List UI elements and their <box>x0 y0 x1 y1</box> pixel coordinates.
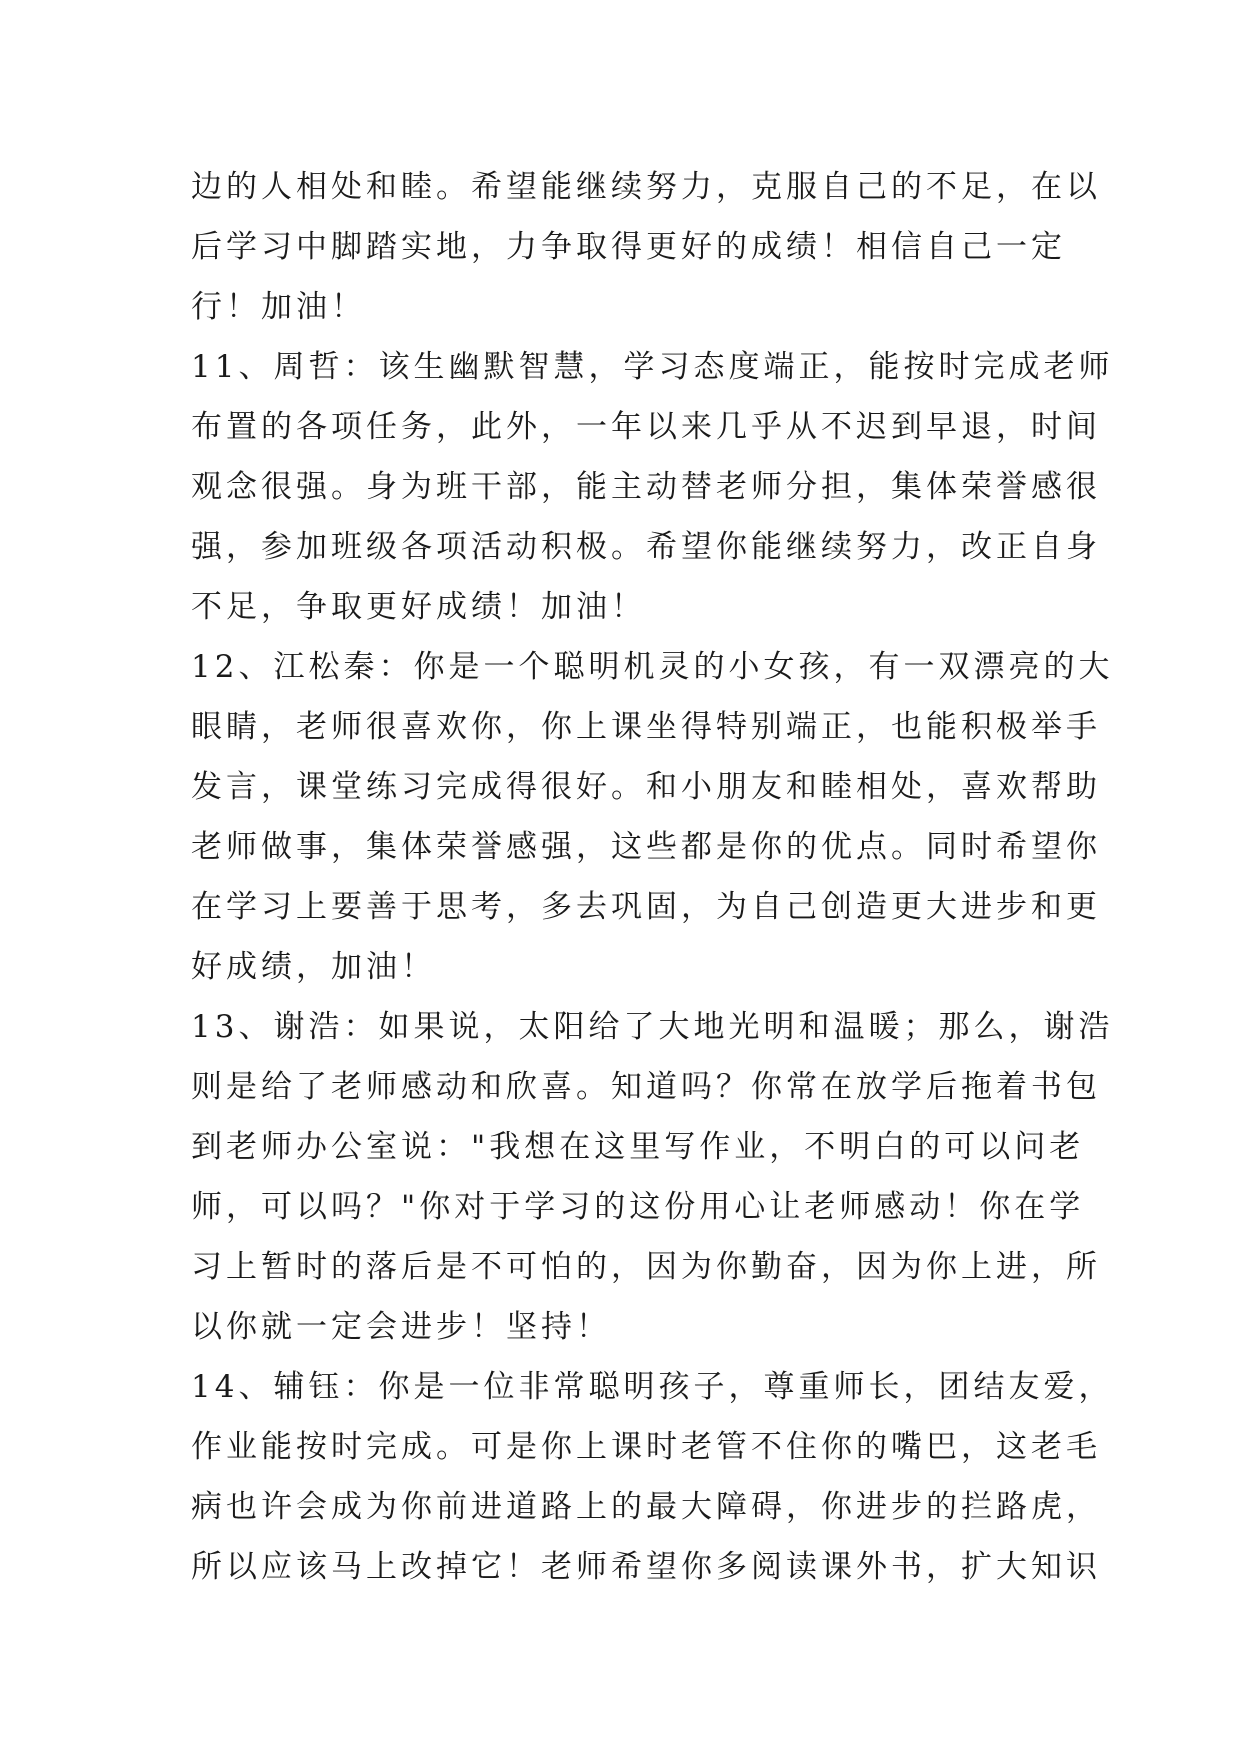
text-line: 12、江松秦：你是一个聪明机灵的小女孩，有一双漂亮的大 <box>191 649 1114 685</box>
text-line: 在学习上要善于思考，多去巩固，为自己创造更大进步和更 <box>191 889 1101 925</box>
text-line: 14、辅钰：你是一位非常聪明孩子，尊重师长，团结友爱， <box>191 1369 1114 1405</box>
text-line: 老师做事，集体荣誉感强，这些都是你的优点。同时希望你 <box>191 829 1101 865</box>
text-line: 布置的各项任务，此外，一年以来几乎从不迟到早退，时间 <box>191 409 1101 445</box>
text-line: 到老师办公室说："我想在这里写作业，不明白的可以问老 <box>191 1129 1085 1165</box>
text-line: 发言，课堂练习完成得很好。和小朋友和睦相处，喜欢帮助 <box>191 769 1101 805</box>
text-line: 眼睛，老师很喜欢你，你上课坐得特别端正，也能积极举手 <box>191 709 1101 745</box>
text-line: 后学习中脚踏实地，力争取得更好的成绩！相信自己一定 <box>191 229 1066 265</box>
text-line: 作业能按时完成。可是你上课时老管不住你的嘴巴，这老毛 <box>191 1429 1101 1465</box>
text-line: 强，参加班级各项活动积极。希望你能继续努力，改正自身 <box>191 529 1101 565</box>
body-text <box>191 157 1114 1597</box>
text-line: 所以应该马上改掉它！老师希望你多阅读课外书，扩大知识 <box>191 1549 1101 1585</box>
text-line: 11、周哲：该生幽默智慧，学习态度端正，能按时完成老师 <box>191 349 1114 385</box>
text-line: 13、谢浩：如果说，太阳给了大地光明和温暖；那么，谢浩 <box>191 1009 1114 1045</box>
text-line: 病也许会成为你前进道路上的最大障碍，你进步的拦路虎， <box>191 1489 1101 1525</box>
text-line: 好成绩，加油！ <box>191 949 436 985</box>
text-line: 不足，争取更好成绩！加油！ <box>191 589 646 625</box>
text-line: 边的人相处和睦。希望能继续努力，克服自己的不足，在以 <box>191 169 1101 205</box>
text-line: 习上暂时的落后是不可怕的，因为你勤奋，因为你上进，所 <box>191 1249 1101 1285</box>
text-line: 以你就一定会进步！坚持！ <box>191 1309 611 1345</box>
text-line: 则是给了老师感动和欣喜。知道吗？你常在放学后拖着书包 <box>191 1069 1101 1105</box>
text-line: 师，可以吗？"你对于学习的这份用心让老师感动！你在学 <box>191 1189 1085 1225</box>
text-line: 观念很强。身为班干部，能主动替老师分担，集体荣誉感很 <box>191 469 1101 505</box>
text-line: 行！加油！ <box>191 289 366 325</box>
